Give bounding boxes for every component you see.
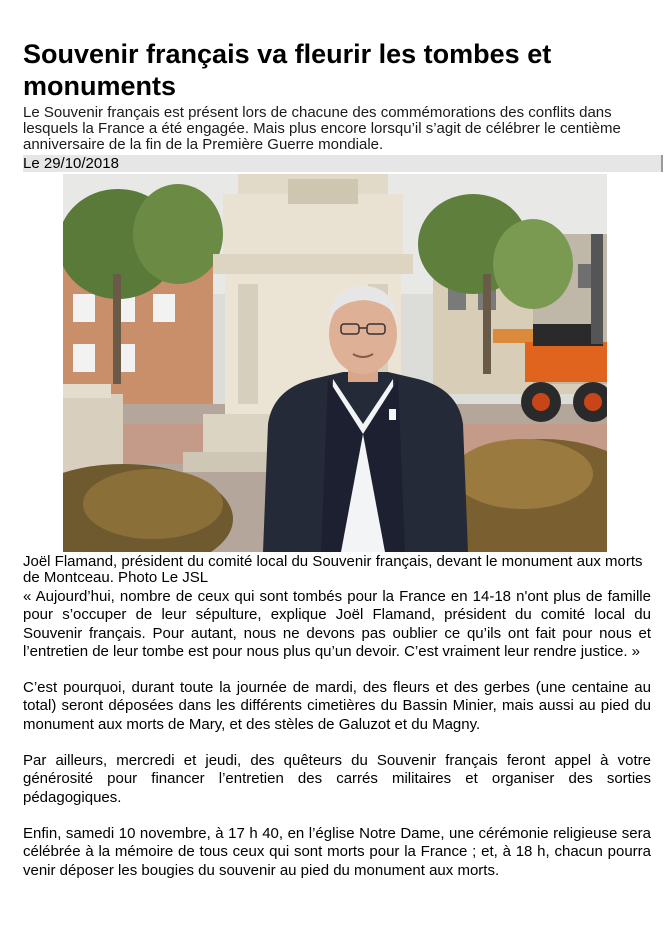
article-photo: [63, 174, 607, 552]
article: [23, 38, 651, 880]
photo-caption: Joël Flamand, président du comité local du Souvenir français, devant le monument aux morts de Montceau. Photo Le JSL: [23, 553, 643, 586]
paragraph: Par ailleurs, mercredi et jeudi, des quêteurs du Souvenir français feront appel à votre générosité pour financer l’entretien des carrés militaires et organiser des sorties pédagogiques.: [23, 752, 651, 806]
article-title: Souvenir français va fleurir les tombes et monuments: [23, 39, 552, 101]
paragraph: Enfin, samedi 10 novembre, à 17 h 40, en l’église Notre Dame, une cérémonie religieuse sera célébrée à la mémoire de tous ceux qui sont morts pour la France ; et, à 18 h, chacun pourra venir déposer les bougies du souvenir au pied du monument aux morts.: [23, 824, 651, 879]
paragraph: C’est pourquoi, durant toute la journée de mardi, des fleurs et des gerbes (une centaine au total) seront déposées dans les différents cimetières du Bassin Minier, mais aussi au pied du monument aux morts de Mary, et des stèles de Galuzot et du Magny.: [23, 679, 651, 733]
article-date: Le 29/10/2018: [23, 155, 663, 172]
paragraph: « Aujourd’hui, nombre de ceux qui sont tombés pour la France en 14-18 n'ont plus de famille pour s’occuper de leur sépulture, explique Joël Flamand, président du comité local du Souvenir français. Pour autant, nous ne devons pas oublier ce qu’ils ont fait pour nous et l’entretien de leur tombe est pour nous plus qu’un devoir. C’est vraiment leur rendre justice. »: [23, 588, 651, 660]
photo-portrait-icon: [63, 174, 607, 552]
article-lead: Le Souvenir français est présent lors de chacune des commémorations des conflits dans lesquels la France a été engagée. Mais plus encore lorsqu’il s’agit de célébrer le centième anniversaire de la fin de la Première Guerre mondiale.: [23, 104, 621, 153]
article-body: [23, 588, 651, 880]
